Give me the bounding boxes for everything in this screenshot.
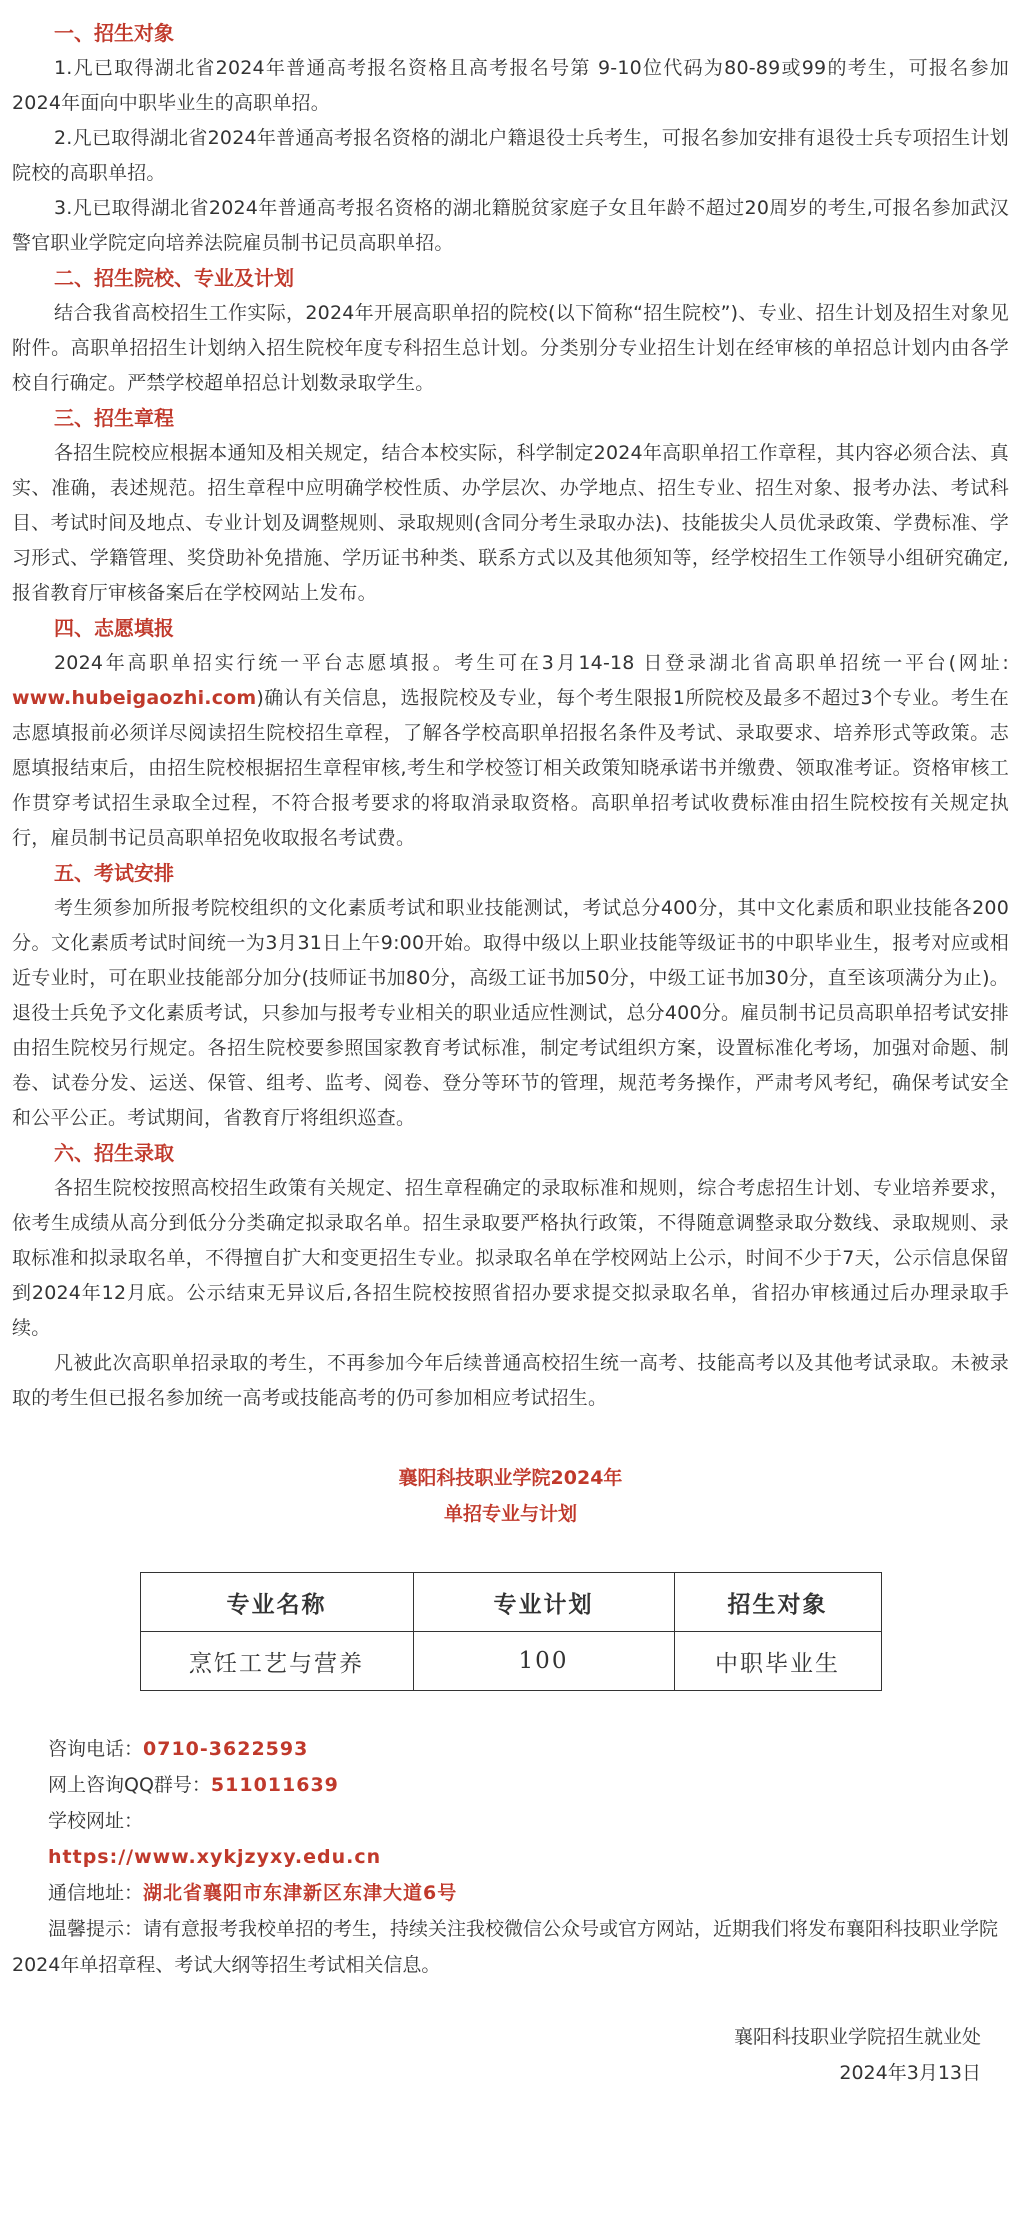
- paragraph: 1.凡已取得湖北省2024年普通高考报名资格且高考报名号第 9-10位代码为80-89或99的考生，可报名参加2024年面向中职毕业生的高职单招。: [12, 57, 1009, 114]
- paragraph: 2.凡已取得湖北省2024年普通高考报名资格的湖北户籍退役士兵考生，可报名参加安排有退役士兵专项招生计划院校的高职单招。: [12, 127, 1009, 184]
- paragraph-text: )确认有关信息，选报院校及专业，每个考生限报1所院校及最多不超过3个专业。考生在志愿填报前必须详尽阅读招生院校招生章程，了解各学校高职单招报名条件及考试、录取要求、培养形式等政策。志愿填报结束后，由招生院校根据招生章程审核,考生和学校签订相关政策知晓承诺书并缴费、领取准考证。资格审核工作贯穿考试招生录取全过程，不符合报考要求的将取消录取资格。高职单招考试收费标准由招生院校按有关规定执行，雇员制书记员高职单招免收取报名考试费。: [12, 687, 1009, 849]
- section-6: [12, 1136, 1009, 1416]
- qq-value: 511011639: [210, 1774, 339, 1796]
- signature-date: 2024年3月13日: [839, 2062, 981, 2084]
- site-label: 学校网址：: [48, 1810, 144, 1832]
- paragraph: 3.凡已取得湖北省2024年普通高考报名资格的湖北籍脱贫家庭子女且年龄不超过20周岁的考生,可报名参加武汉警官职业学院定向培养法院雇员制书记员高职单招。: [12, 197, 1009, 254]
- signature-org: 襄阳科技职业学院招生就业处: [733, 2026, 981, 2048]
- contact-block: [12, 1731, 1009, 1911]
- table-cell: 烹饪工艺与营养: [140, 1632, 413, 1691]
- section-title: 五、考试安排: [54, 861, 174, 885]
- table-cell: 中职毕业生: [674, 1632, 881, 1691]
- section-3: [12, 401, 1009, 611]
- address-label: 通信地址：: [48, 1882, 144, 1904]
- signature-block: [12, 2019, 1009, 2091]
- address-value: 湖北省襄阳市东津新区东津大道6号: [143, 1882, 458, 1904]
- paragraph-text: 2024年高职单招实行统一平台志愿填报。考生可在3月14-18 日登录湖北省高职单招统一平台(网址:: [54, 652, 1009, 674]
- phone-value[interactable]: 0710-3622593: [143, 1738, 309, 1760]
- school-website-link[interactable]: https://www.xykjzyxy.edu.cn: [48, 1846, 382, 1868]
- table-row: [140, 1632, 881, 1691]
- contact-address: [48, 1875, 1009, 1911]
- column-header: 专业名称: [140, 1573, 413, 1632]
- section-2: [12, 261, 1009, 401]
- platform-url-link[interactable]: www.hubeigaozhi.com: [12, 687, 257, 709]
- section-title: 二、招生院校、专业及计划: [54, 266, 294, 290]
- phone-label: 咨询电话：: [48, 1738, 144, 1760]
- paragraph: 结合我省高校招生工作实际，2024年开展高职单招的院校(以下简称“招生院校”)、专业、招生计划及招生对象见附件。高职单招招生计划纳入招生院校年度专科招生总计划。分类别分专业招生计划在经审核的单招总计划内由各学校自行确定。严禁学校超单招总计划数录取学生。: [12, 302, 1009, 394]
- paragraph: [12, 646, 1009, 856]
- column-header: 专业计划: [413, 1573, 674, 1632]
- plan-subtitle: 单招专业与计划: [443, 1503, 577, 1525]
- qq-label: 网上咨询QQ群号：: [48, 1774, 211, 1796]
- section-5: [12, 856, 1009, 1136]
- contact-phone: [48, 1731, 1009, 1767]
- plan-table: [140, 1572, 882, 1691]
- tip-label: 温馨提示：: [48, 1918, 144, 1940]
- section-title: 六、招生录取: [54, 1141, 174, 1165]
- tip-note: [12, 1911, 1009, 1983]
- column-header: 招生对象: [674, 1573, 881, 1632]
- plan-title: 襄阳科技职业学院2024年: [398, 1467, 623, 1489]
- section-title: 一、招生对象: [54, 21, 174, 45]
- section-title: 四、志愿填报: [54, 616, 174, 640]
- paragraph: 凡被此次高职单招录取的考生，不再参加今年后续普通高校招生统一高考、技能高考以及其他考试录取。未被录取的考生但已报名参加统一高考或技能高考的仍可参加相应考试招生。: [12, 1352, 1009, 1409]
- section-4: [12, 611, 1009, 856]
- paragraph: 各招生院校按照高校招生政策有关规定、招生章程确定的录取标准和规则，综合考虑招生计划、专业培养要求，依考生成绩从高分到低分分类确定拟录取名单。招生录取要严格执行政策，不得随意调整录取分数线、录取规则、录取标准和拟录取名单，不得擅自扩大和变更招生专业。拟录取名单在学校网站上公示，时间不少于7天，公示信息保留到2024年12月底。公示结束无异议后,各招生院校按照省招办要求提交拟录取名单，省招办审核通过后办理录取手续。: [12, 1177, 1009, 1339]
- section-1: [12, 16, 1009, 261]
- contact-qq: [48, 1767, 1009, 1803]
- paragraph: 各招生院校应根据本通知及相关规定，结合本校实际，科学制定2024年高职单招工作章程，其内容必须合法、真实、准确，表述规范。招生章程中应明确学校性质、办学层次、办学地点、招生专业、招生对象、报考办法、考试科目、考试时间及地点、专业计划及调整规则、录取规则(含同分考生录取办法)、技能拔尖人员优录政策、学费标准、学习形式、学籍管理、奖贷助补免措施、学历证书种类、联系方式以及其他须知等，经学校招生工作领导小组研究确定,报省教育厅审核备案后在学校网站上发布。: [12, 442, 1009, 604]
- tip-text: 请有意报考我校单招的考生，持续关注我校微信公众号或官方网站，近期我们将发布襄阳科技职业学院2024年单招章程、考试大纲等招生考试相关信息。: [12, 1918, 999, 1976]
- section-title: 三、招生章程: [54, 406, 174, 430]
- table-cell: 100: [413, 1632, 674, 1691]
- plan-title-block: [12, 1460, 1009, 1532]
- table-header-row: [140, 1573, 881, 1632]
- paragraph: 考生须参加所报考院校组织的文化素质考试和职业技能测试，考试总分400分，其中文化素质和职业技能各200分。文化素质考试时间统一为3月31日上午9:00开始。取得中级以上职业技能等级证书的中职毕业生，报考对应或相近专业时，可在职业技能部分加分(技师证书加80分，高级工证书加50分，中级工证书加30分，直至该项满分为止)。退役士兵免予文化素质考试，只参加与报考专业相关的职业适应性测试，总分400分。雇员制书记员高职单招考试安排由招生院校另行规定。各招生院校要参照国家教育考试标准，制定考试组织方案，设置标准化考场，加强对命题、制卷、试卷分发、运送、保管、组考、监考、阅卷、登分等环节的管理，规范考务操作，严肃考风考纪，确保考试安全和公平公正。考试期间，省教育厅将组织巡查。: [12, 897, 1009, 1129]
